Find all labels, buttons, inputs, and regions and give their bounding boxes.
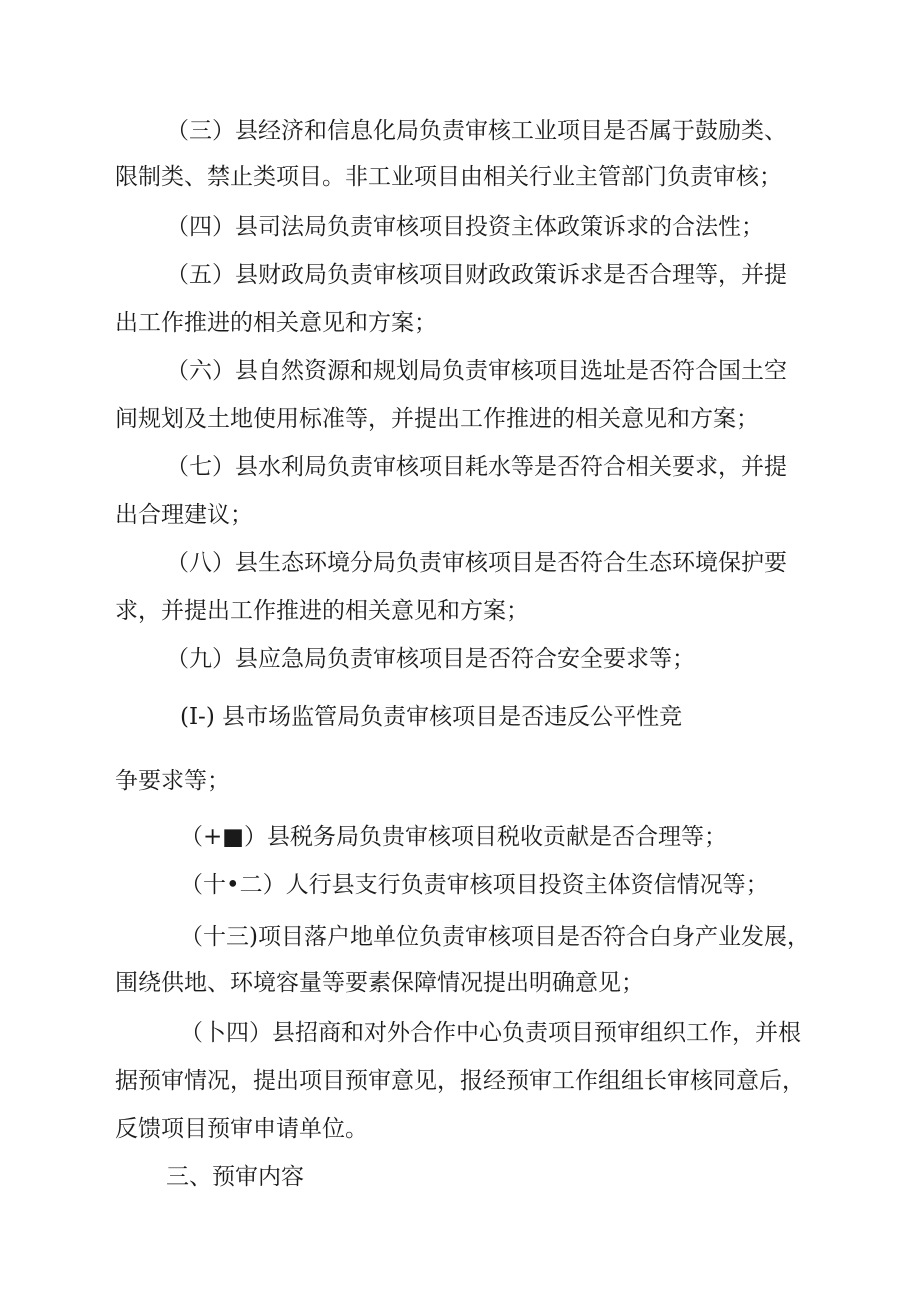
paragraph-11-line-1: （+■）县税务局负贵审核项目税收贡献是否合理等； xyxy=(180,824,728,850)
paragraph-14-line-2: 据预审情况，提出项目预审意见，报经预审工作组组长审核同意后， xyxy=(115,1068,805,1094)
paragraph-13-line-1: （十三)项目落户地单位负责审核项目是否符合白身产业发展， xyxy=(180,924,810,950)
paragraph-13-line-2: 围绕供地、环境容量等要素保障情况提出明确意见； xyxy=(115,970,644,996)
paragraph-10-line-1: (I-) 县市场监管局负责审核项目是否违反公平性竞 xyxy=(180,704,683,730)
paragraph-14-line-1: （卜四）县招商和对外合作中心负责项目预审组织工作，并根 xyxy=(180,1020,801,1046)
paragraph-7-line-2: 出合理建议； xyxy=(115,502,253,528)
paragraph-5-line-1: （五）县财政局负责审核项目财政政策诉求是否合理等，并提 xyxy=(166,262,787,288)
paragraph-5-line-2: 出工作推进的相关意见和方案； xyxy=(115,310,437,336)
paragraph-12-line-1: （十•二）人行县支行负责审核项目投资主体资信情况等； xyxy=(180,872,769,898)
paragraph-4-line-1: （四）县司法局负责审核项目投资主体政策诉求的合法性； xyxy=(166,214,764,240)
paragraph-10-line-2: 争要求等； xyxy=(115,768,230,794)
paragraph-6-line-1: （六）县自然资源和规划局负责审核项目选址是否符合国土空 xyxy=(166,358,787,384)
paragraph-14-line-3: 反馈项目预审申请单位。 xyxy=(115,1116,368,1142)
paragraph-8-line-2: 求，并提出工作推进的相关意见和方案； xyxy=(115,598,529,624)
paragraph-7-line-1: （七）县水利局负责审核项目耗水等是否符合相关要求，并提 xyxy=(166,454,787,480)
paragraph-3-line-2: 限制类、禁止类项目。非工业项目由相关行业主管部门负责审核； xyxy=(115,164,782,190)
paragraph-6-line-2: 间规划及土地使用标准等，并提出工作推进的相关意见和方案； xyxy=(115,406,759,432)
paragraph-9-line-1: （九）县应急局负责审核项目是否符合安全要求等； xyxy=(166,646,695,672)
section-heading: 三、预审内容 xyxy=(166,1164,304,1190)
paragraph-3-line-1: （三）县经济和信息化局负责审核工业项目是否属于鼓励类、 xyxy=(166,118,787,144)
paragraph-8-line-1: （八）县生态环境分局负责审核项目是否符合生态环境保护要 xyxy=(166,550,787,576)
